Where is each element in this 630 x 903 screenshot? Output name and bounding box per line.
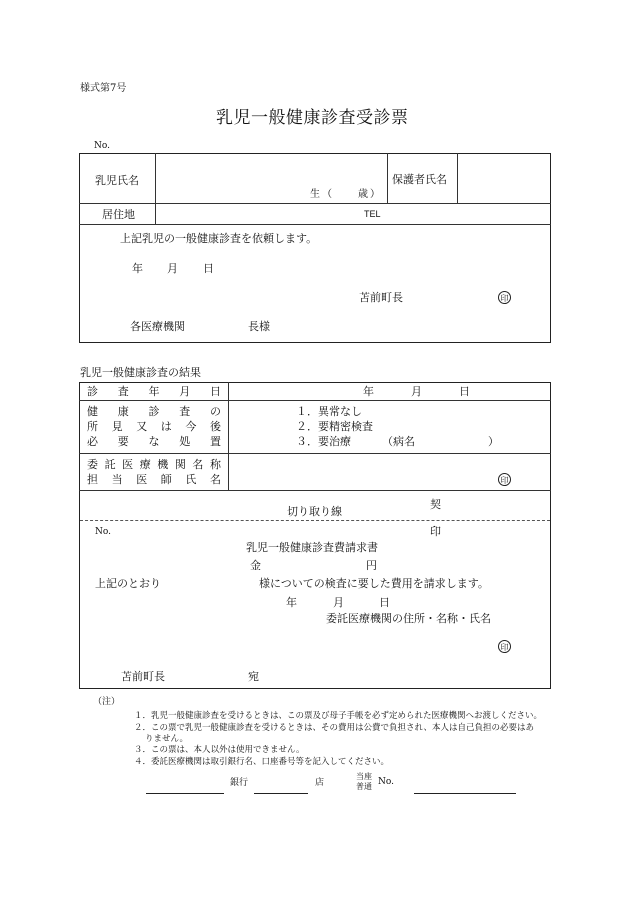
- option-detailed-exam[interactable]: ２．要精密検査: [296, 420, 373, 433]
- branch-name-field[interactable]: [254, 793, 308, 794]
- contract-mark: 契: [430, 498, 441, 511]
- institution-name-label: 委 託 医 療 機 関 名 称: [87, 458, 221, 471]
- findings-label-line1: 健 康 診 査 の: [87, 405, 221, 418]
- invoice-mayor-label: 苫前町長: [121, 670, 165, 683]
- form-number: 様式第7号: [80, 83, 127, 94]
- note-item-3: ３．この票は、本人以外は使用できません。: [134, 745, 305, 755]
- notes-label: （注）: [93, 697, 121, 707]
- disease-name-open: （病名: [382, 435, 415, 448]
- page-title: 乳児一般健康診査受診票: [216, 108, 409, 128]
- option-no-abnormality[interactable]: １．異常なし: [296, 405, 362, 418]
- note-item-2: ２．この票で乳児一般健康診査を受けるときは、その費用は公費で負担され、本人は自己負担の必要はあ: [134, 723, 535, 733]
- infant-name-label: 乳児氏名: [95, 174, 139, 187]
- invoice-no-label: No.: [95, 527, 111, 537]
- bank-label: 銀行: [230, 778, 249, 788]
- request-date-month: 月: [167, 262, 178, 275]
- seal-mark: 印: [498, 291, 511, 304]
- findings-label-line2: 所 見 又 は 今 後: [87, 420, 221, 433]
- request-form-box: [79, 153, 551, 343]
- institution-address-label: 委託医療機関の住所・名称・氏名: [326, 612, 491, 625]
- contract-seal-label: 印: [430, 525, 441, 538]
- address-label: 居住地: [102, 208, 135, 221]
- invoice-date-year: 年: [286, 596, 297, 609]
- findings-label-line3: 必 要 な 処 置: [87, 435, 221, 448]
- note-item-4: ４．委託医療機関は取引銀行名、口座番号等を記入してください。: [134, 757, 390, 767]
- invoice-title: 乳児一般健康診査費請求書: [246, 541, 378, 554]
- invoice-seal-mark: 印: [498, 640, 511, 653]
- disease-name-close: ）: [488, 435, 499, 448]
- honorific-label: 長様: [248, 320, 270, 333]
- exam-date-label: 診 査 年 月 日: [87, 385, 221, 398]
- results-heading: 乳児一般健康診査の結果: [80, 366, 201, 379]
- account-no-label: No.: [378, 777, 394, 787]
- cut-line-label: 切り取り線: [287, 505, 342, 518]
- invoice-body: 様についての検査に要した費用を請求します。: [259, 577, 489, 590]
- note-item-2-cont: りません。: [145, 734, 189, 744]
- request-text: 上記乳児の一般健康診査を依頼します。: [120, 232, 318, 245]
- invoice-date-month: 月: [333, 596, 344, 609]
- exam-date-day: 日: [459, 385, 470, 398]
- doctor-seal-mark: 印: [498, 473, 511, 486]
- guardian-name-label: 保護者氏名: [392, 173, 447, 186]
- branch-label: 店: [315, 778, 325, 788]
- age-field[interactable]: 生（ 歳）: [310, 189, 382, 200]
- invoice-addressee-label: 宛: [248, 670, 259, 683]
- account-type-label: 当座 普通: [356, 772, 372, 791]
- note-item-1: １．乳児一般健康診査を受けるときは、この票及び母子手帳を必ず定められた医療機関へお渡しください。: [134, 711, 543, 721]
- request-date-year: 年: [132, 262, 143, 275]
- doctor-name-label: 担 当 医 師 氏 名: [87, 473, 221, 486]
- amount-yen: 円: [366, 559, 377, 572]
- cut-line: [80, 520, 550, 521]
- institutions-label: 各医療機関: [130, 320, 185, 333]
- option-treatment[interactable]: ３．要治療: [296, 435, 351, 448]
- invoice-date-day: 日: [379, 596, 390, 609]
- exam-date-year: 年: [363, 385, 374, 398]
- form-no-label: No.: [94, 141, 110, 151]
- account-number-field[interactable]: [414, 793, 516, 794]
- tel-label: TEL: [364, 209, 381, 219]
- amount-kin: 金: [250, 559, 261, 572]
- exam-date-month: 月: [411, 385, 422, 398]
- mayor-label: 苫前町長: [359, 291, 403, 304]
- request-date-day: 日: [203, 262, 214, 275]
- invoice-prefix: 上記のとおり: [95, 577, 161, 590]
- bank-name-field[interactable]: [146, 793, 224, 794]
